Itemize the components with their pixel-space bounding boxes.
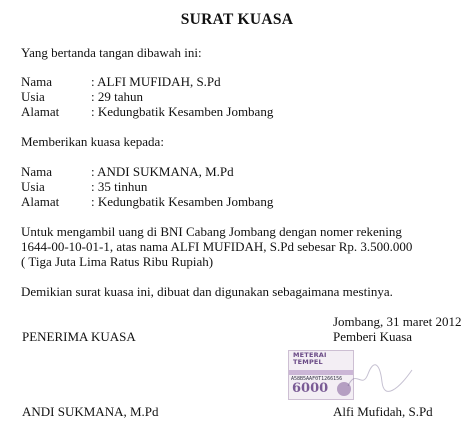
purpose-line-2: 1644-00-10-01-1, atas nama ALFI MUFIDAH, S.Pd sebesar Rp. 3.500.000 [21,239,413,254]
stamp-serial: A58B5AAF0T1266156 [291,376,343,382]
grantee-age-label: Usia [21,179,45,194]
grantor-address-value: : Kedungbatik Kesamben Jombang [91,104,274,119]
mandate-intro-text: Memberikan kuasa kepada: [21,134,164,149]
document-title: SURAT KUASA [180,11,294,28]
grantor-name-value: : ALFI MUFIDAH, S.Pd [91,74,221,89]
grantor-age-label: Usia [21,89,45,104]
purpose-line-3: ( Tiga Juta Lima Ratus Ribu Rupiah) [21,254,214,269]
signature-scribble-icon [346,360,416,396]
grantee-name-value: : ANDI SUKMANA, M.Pd [91,164,234,179]
closing-text: Demikian surat kuasa ini, dibuat dan digunakan sebagaimana mestinya. [21,284,393,299]
stamp-band [289,370,353,375]
purpose-line-1: Untuk mengambil uang di BNI Cabang Jombang dengan nomer rekening [21,224,402,239]
stamp-amount: 6000 [292,381,329,396]
grantor-name-label: Nama [21,74,53,89]
giver-title: Pemberi Kuasa [333,329,413,344]
grantee-address-value: : Kedungbatik Kesamben Jombang [91,194,274,209]
giver-name: Alfi Mufidah, S.Pd [333,404,433,419]
stamp-header-line-2: TEMPEL [293,358,323,366]
intro-text: Yang bertanda tangan dibawah ini: [21,45,202,60]
grantor-address-label: Alamat [21,104,60,119]
grantee-address-label: Alamat [21,194,60,209]
stamp-header-line-1: METERAI [293,351,327,359]
grantee-age-value: : 35 tinhun [91,179,148,194]
receiver-name: ANDI SUKMANA, M.Pd [22,404,159,419]
grantee-name-label: Nama [21,164,53,179]
receiver-title: PENERIMA KUASA [22,329,136,344]
grantor-age-value: : 29 tahun [91,89,143,104]
place-date: Jombang, 31 maret 2012 [333,314,462,329]
revenue-stamp [288,350,354,400]
